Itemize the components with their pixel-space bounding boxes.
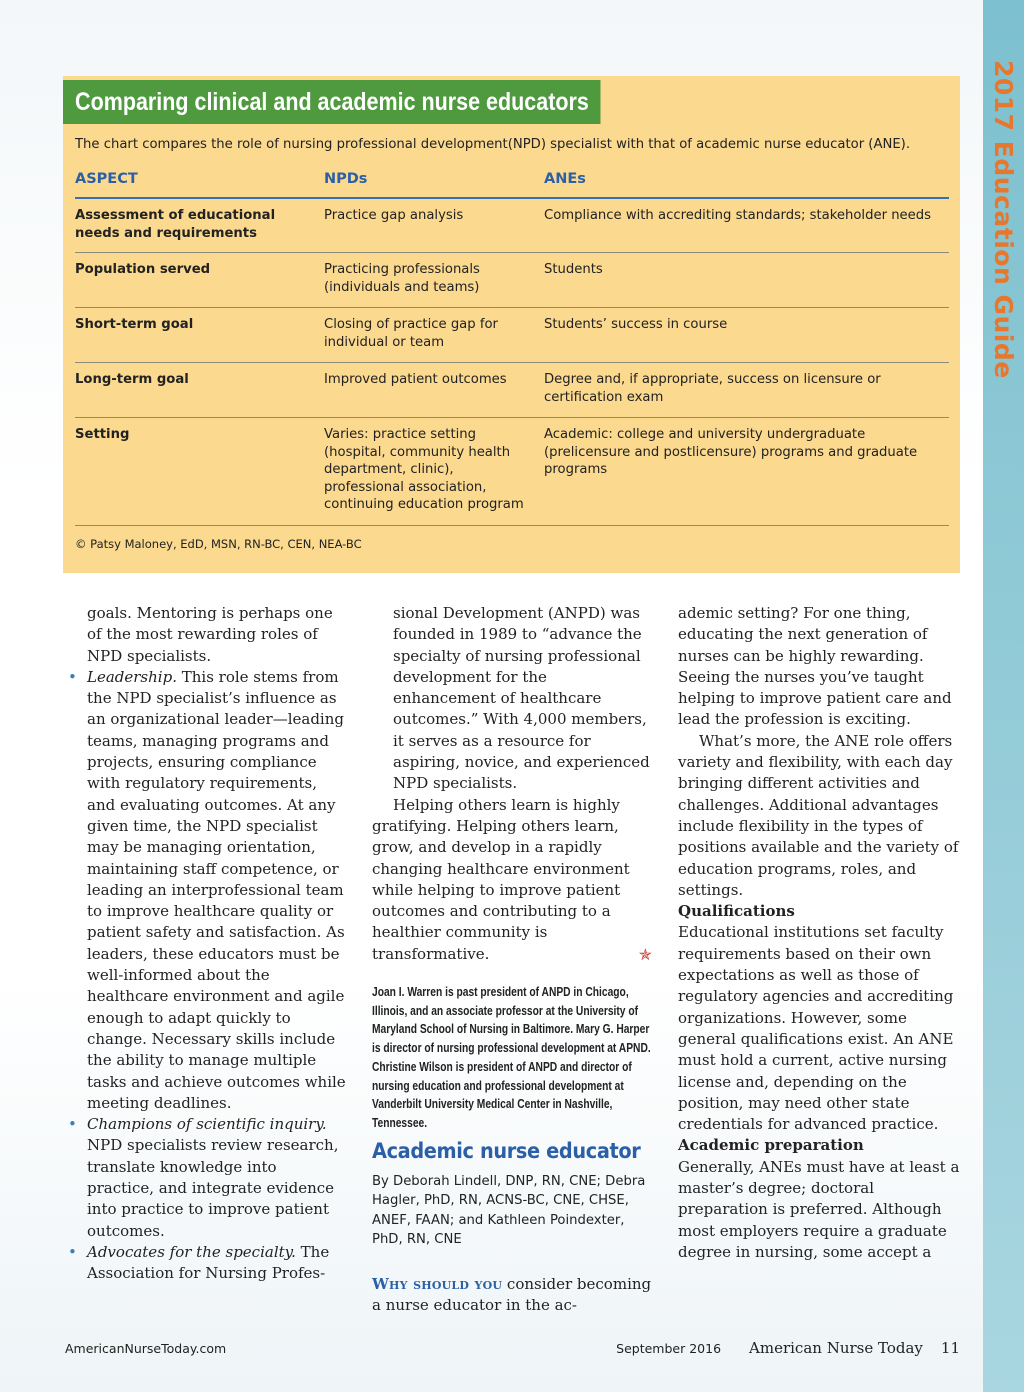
article-column-3 <box>678 603 960 1263</box>
footer-date: September 2016 <box>616 1341 722 1356</box>
byline: By Deborah Lindell, DNP, RN, CNE; Debra Hagler, PhD, RN, ACNS-BC, CNE, CHSE, ANEF, FAAN; and Kathleen Poindexter, PhD, RN, CNE <box>372 1173 646 1248</box>
section-title: Academic nurse educator <box>372 1138 641 1163</box>
paragraph: Generally, ANEs must have at least a master’s degree; doctoral preparation is preferred. Although most employers require a graduate degree in nursing, some accept a <box>678 1157 960 1261</box>
article-column-2 <box>372 603 652 1317</box>
table-row <box>75 363 949 418</box>
bullet-text: The Association for Nursing Profes- <box>87 1242 330 1283</box>
bullet-lead: Advocates for the specialty. <box>87 1242 296 1261</box>
chart-title: Comparing clinical and academic nurse educators <box>63 80 601 124</box>
header-npds: NPDs <box>324 171 368 187</box>
footer-folio <box>616 1339 960 1357</box>
page-number: 11 <box>940 1339 960 1357</box>
chart-copyright: © Patsy Maloney, EdD, MSN, RN-BC, CEN, NEA-BC <box>75 537 362 551</box>
bullet-lead: Leadership. <box>87 667 177 686</box>
bullet-lead: Champions of scientific inquiry. <box>87 1115 327 1134</box>
chart-intro: The chart compares the role of nursing professional development(NPD) specialist with that of academic nurse educator (ANE). <box>75 137 911 152</box>
table-row <box>75 418 949 526</box>
bullet-text: NPD specialists review research, translate knowledge into practice, and integrate evidence into practice to improve patient outcomes. <box>87 1136 339 1240</box>
bullet-text: This role stems from the NPD specialist’s influence as an organizational leader—leading teams, managing programs and projects, ensuring compliance with regulatory requirements, and evaluating outcomes. At any given time, the NPD specialist may be managing orientation, maintaining staff competence, or leading an interprofessional team to improve healthcare quality or patient safety and satisfaction. As leaders, these educators must be well-informed about the healthcare environment and agile enough to adapt quickly to change. Necessary skills include the ability to manage multiple tasks and achieve outcomes while meeting deadlines. <box>87 667 346 1112</box>
comparison-chart <box>63 76 960 573</box>
row-ane: Compliance with accrediting standards; stakeholder needs <box>544 208 932 223</box>
row-ane: Students’ success in course <box>544 317 728 332</box>
paragraph: goals. Mentoring is perhaps one of the most rewarding roles of NPD specialists. <box>87 604 333 665</box>
row-ane: Degree and, if appropriate, success on licensure or certification exam <box>544 372 881 405</box>
paragraph: Educational institutions set faculty requirements based on their own expectations as well as those of regulatory agencies and accrediting organizations. However, some general qualifications exist. An ANE must hold a current, active nursing license and, depending on the position, may need other state credentials for advanced practice. <box>678 923 954 1134</box>
row-npd: Practicing professionals (individuals and teams) <box>324 262 480 295</box>
row-aspect: Short-term goal <box>75 317 194 332</box>
comparison-table <box>75 171 949 526</box>
table-row <box>75 308 949 363</box>
author-bio: Joan I. Warren is past president of ANPD in Chicago, Illinois, and an associate professor at the University of Maryland School of Nursing in Baltimore. Mary G. Harper is director of nursing professional development at APND. Christine Wilson is president of ANPD and director of nursing education and professional development at Vanderbilt University Medical Center in Nashville, Tennessee. <box>372 985 651 1130</box>
row-aspect: Setting <box>75 427 130 442</box>
subhead-academic-preparation: Academic preparation <box>678 1136 864 1155</box>
bullet-leadership <box>66 667 346 1114</box>
header-anes: ANEs <box>544 171 586 187</box>
row-aspect: Population served <box>75 262 211 277</box>
paragraph-text: consider becoming a nurse educator in the ac- <box>372 1274 652 1315</box>
row-ane: Students <box>544 262 603 277</box>
paragraph: What’s more, the ANE role offers variety and flexibility, with each day bringing different activities and challenges. Additional advantages include flexibility in the types of positions available and the variety of education programs, roles, and settings. <box>678 731 959 899</box>
subhead-qualifications: Qualifications <box>678 902 795 921</box>
article-column-1 <box>66 603 346 1285</box>
row-npd: Improved patient outcomes <box>324 372 507 387</box>
footer-magazine: American Nurse Today <box>749 1339 923 1357</box>
table-row <box>75 253 949 308</box>
table-header <box>75 171 949 199</box>
row-npd: Practice gap analysis <box>324 208 464 223</box>
row-aspect: Assessment of educational needs and requirements <box>75 208 276 241</box>
row-npd: Closing of practice gap for individual or team <box>324 317 498 350</box>
side-tab <box>983 0 1024 1392</box>
end-mark-icon: ✯ <box>638 944 652 964</box>
paragraph: ademic setting? For one thing, educating the next generation of nurses can be highly rewarding. Seeing the nurses you’ve taught helping to improve patient care and lead the profession is exciting. <box>678 604 952 729</box>
lead-in-caps: Why should you <box>372 1274 503 1293</box>
paragraph: sional Development (ANPD) was founded in 1989 to “advance the specialty of nursing professional development for the enhancement of healthcare outcomes.” With 4,000 members, it serves as a resource for aspiring, novice, and experienced NPD specialists. <box>393 604 650 793</box>
row-aspect: Long-term goal <box>75 372 189 387</box>
table-row <box>75 199 949 253</box>
paragraph <box>372 795 652 965</box>
paragraph <box>372 1274 652 1317</box>
bullet-scientific-inquiry <box>66 1114 346 1242</box>
paragraph-text: Helping others learn is highly gratifying. Helping others learn, grow, and develop in a rapidly changing healthcare environment while helping to improve patient outcomes and contributing to a healthier community is transformative. <box>372 795 630 963</box>
side-tab-label: 2017 Education Guide <box>989 60 1018 379</box>
footer-site: AmericanNurseToday.com <box>65 1341 227 1356</box>
row-ane: Academic: college and university undergraduate (prelicensure and postlicensure) programs and graduate programs <box>544 427 918 477</box>
header-aspect: ASPECT <box>75 171 138 187</box>
bullet-advocates <box>66 1242 346 1285</box>
row-npd: Varies: practice setting (hospital, community health department, clinic), professional association, continuing education program <box>324 427 524 512</box>
